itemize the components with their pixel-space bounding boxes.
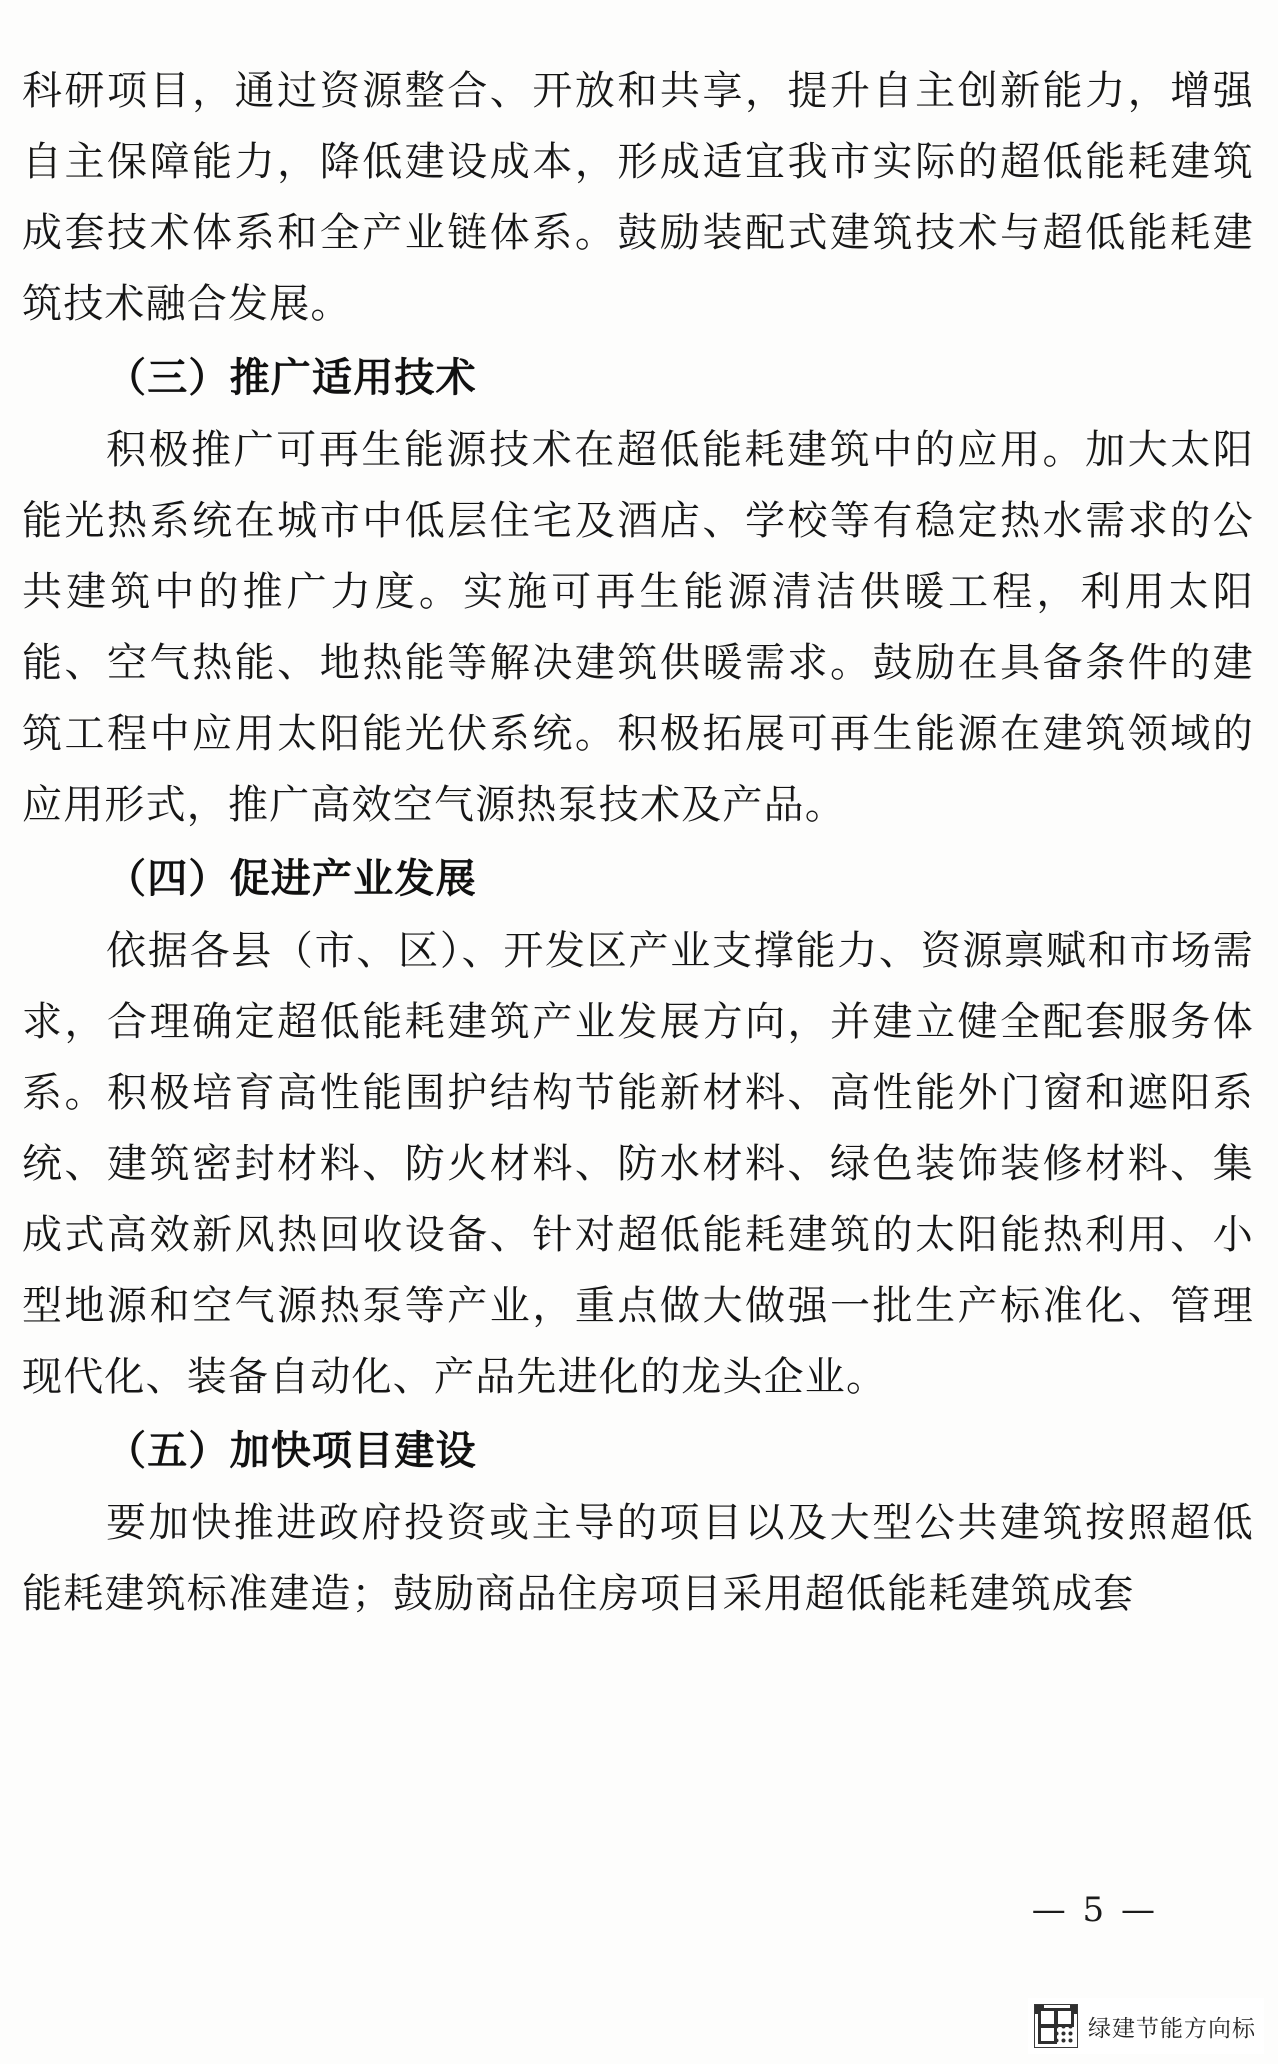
paragraph-project-construction: 要加快推进政府投资或主导的项目以及大型公共建筑按照超低能耗建筑标准建造；鼓励商品住房项目采用超低能耗建筑成套 <box>22 1500 1254 1617</box>
footer-watermark-label: 绿建节能方向标 <box>1088 2015 1256 2042</box>
page-number: — 5 — <box>1031 1890 1158 1930</box>
footer-watermark <box>1028 1998 1264 2054</box>
section-heading-four: （四）促进产业发展 <box>106 855 477 902</box>
qr-code-icon <box>1034 2004 1078 2048</box>
section-heading-five: （五）加快项目建设 <box>106 1427 477 1474</box>
paragraph-industry-development: 依据各县（市、区）、开发区产业支撑能力、资源禀赋和市场需求，合理确定超低能耗建筑产业发展方向，并建立健全配套服务体系。积极培育高性能围护结构节能新材料、高性能外门窗和遮阳系统、建筑密封材料、防火材料、防水材料、绿色装饰装修材料、集成式高效新风热回收设备、针对超低能耗建筑的太阳能热利用、小型地源和空气源热泵等产业，重点做大做强一批生产标准化、管理现代化、装备自动化、产品先进化的龙头企业。 <box>22 928 1254 1400</box>
page-content <box>22 56 1254 1632</box>
paragraph-promote-technology: 积极推广可再生能源技术在超低能耗建筑中的应用。加大太阳能光热系统在城市中低层住宅及酒店、学校等有稳定热水需求的公共建筑中的推广力度。实施可再生能源清洁供暖工程，利用太阳能、空气热能、地热能等解决建筑供暖需求。鼓励在具备条件的建筑工程中应用太阳能光伏系统。积极拓展可再生能源在建筑领域的应用形式，推广高效空气源热泵技术及产品。 <box>22 427 1254 828</box>
section-heading-three: （三）推广适用技术 <box>106 354 477 401</box>
paragraph-continuation: 科研项目，通过资源整合、开放和共享，提升自主创新能力，增强自主保障能力，降低建设成本，形成适宜我市实际的超低能耗建筑成套技术体系和全产业链体系。鼓励装配式建筑技术与超低能耗建筑技术融合发展。 <box>22 68 1254 327</box>
